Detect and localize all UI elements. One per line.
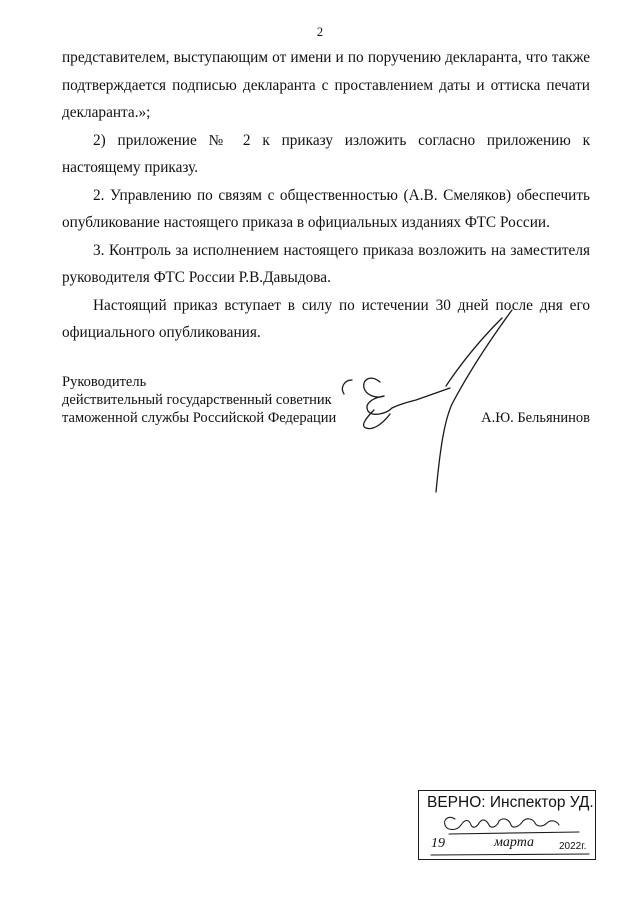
paragraph-effective-date: Настоящий приказ вступает в силу по истечении 30 дней после дня его официального опубликования. <box>62 296 590 341</box>
signer-title-line-3: таможенной службы Российской Федерации <box>62 410 337 426</box>
stamp-date-year: 2022г. <box>559 841 587 852</box>
handwritten-signature <box>340 300 530 500</box>
paragraph-publication: 2. Управлению по связям с общественностью (А.В. Смеляков) обеспечить опубликование настоящего приказа в официальных изданиях ФТС России. <box>62 186 590 231</box>
stamp-date-month: марта <box>494 835 535 850</box>
paragraph-control: 3. Контроль за исполнением настоящего приказа возложить на заместителя руководителя ФТС России Р.В.Давыдова. <box>62 241 590 286</box>
paragraph-appendix-2: 2) приложение № 2 к приказу изложить согласно приложению к настоящему приказу. <box>62 131 590 176</box>
certification-stamp <box>418 790 596 860</box>
page-number: 2 <box>316 25 324 39</box>
signer-name: А.Ю. Бельянинов <box>481 410 590 426</box>
stamp-date-day: 19 <box>431 836 445 851</box>
signer-title-line-1: Руководитель <box>62 374 147 390</box>
stamp-title: ВЕРНО: Инспектор УД. <box>427 794 594 811</box>
signer-title-line-2: действительный государственный советник <box>62 392 332 408</box>
paragraph-continuation: представителем, выступающим от имени и по поручению декларанта, что также подтверждается подписью декларанта с проставлением даты и оттиска печати декларанта.»; <box>62 49 590 121</box>
